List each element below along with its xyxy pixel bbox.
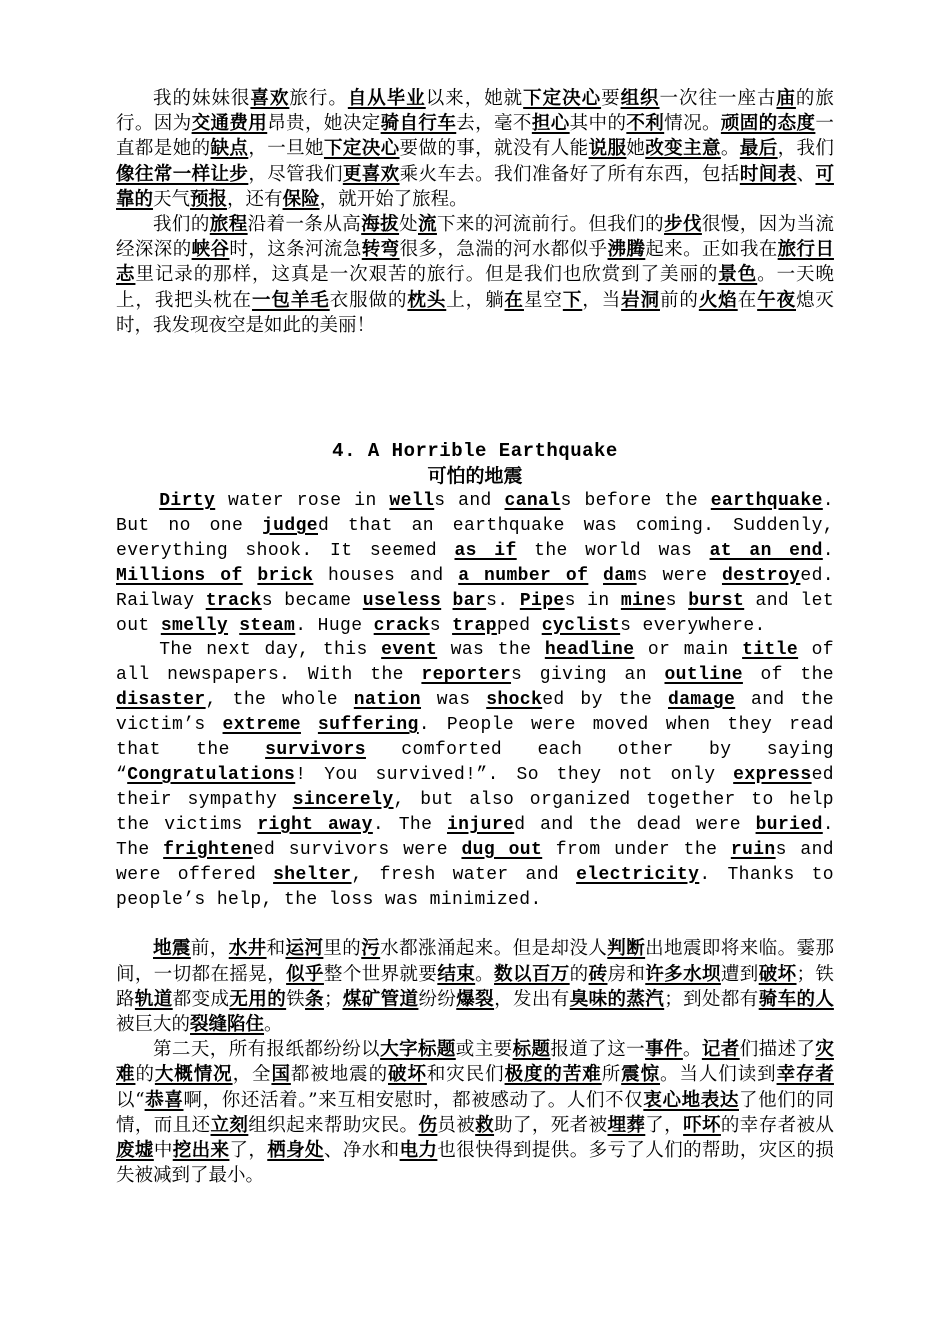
vocab-word: crack [373,615,430,636]
vocab-word: reporter [421,665,512,686]
text-run: 铁 [286,988,306,1010]
text-run: 里的 [323,938,362,960]
vocab-word: trap [452,615,497,636]
text-run: ，一旦她 [248,138,324,160]
text-run: . Huge [295,615,374,636]
vocab-word: 预报 [190,188,228,210]
text-run: was the [437,640,545,661]
vocab-word: sincerely [292,789,394,810]
text-run: 。 [264,1014,283,1036]
vocab-word: track [205,590,262,611]
text-run: 天气 [153,188,191,210]
text-run: 房和 [607,963,646,985]
vocab-word: smelly [160,615,229,636]
vocab-word: cyclist [541,615,621,636]
text-run: s and [434,491,505,512]
text-run: . The [116,814,834,860]
vocab-word: express [733,765,812,785]
passage4-en-paragraph-1 [116,489,834,638]
text-run: 她 [626,138,646,160]
vocab-word: 国 [271,1064,291,1086]
text-run: 处 [399,214,418,236]
vocab-word: bar [452,590,487,611]
passage4-title-chinese: 可怕的地震 [427,465,523,488]
passage4-title-english: 4. A Horrible Earthquake [332,440,618,463]
text-run: 和 [266,938,286,960]
vocab-word: 臭味的蒸汽 [569,988,665,1010]
text-run: 。 [720,138,740,160]
text-run: 们描述了 [739,1039,816,1061]
vocab-word: at an end [709,540,823,561]
text-run: 出地震即将来临。霎那间，一切都在摇晃， [116,938,834,985]
vocab-word: 喜欢 [250,88,290,109]
text-run: 中 [153,1140,173,1162]
vocab-word: 更喜欢 [342,163,400,185]
text-run: 我们的 [153,214,210,236]
vocab-word: 交通费用 [191,113,268,135]
document-page [116,86,834,1188]
text-run: 、净水和 [323,1140,400,1162]
text-run: 。当人们读到 [660,1064,777,1086]
vocab-word: 栖身处 [267,1140,324,1162]
vocab-word: steam [239,615,296,636]
vocab-word: 不利 [626,113,665,135]
text-run: 我的妹妹很 [153,88,251,109]
vocab-word: 最后 [739,138,778,160]
vocab-word: 下定决心 [523,88,602,109]
vocab-word: dug out [461,839,543,860]
vocab-word: 衷心地表达 [643,1089,739,1111]
vocab-word: 震惊 [621,1064,661,1086]
vocab-word: 煤矿管道 [342,988,419,1010]
text-run: 昂贵，她决定 [267,113,381,135]
text-run: ，尽管我们 [248,163,343,185]
vocab-word: 像往常一样让步 [116,163,249,185]
text-run: ped [496,615,542,636]
vocab-word: 许多水坝 [645,963,721,985]
section-gap [116,338,834,438]
vocab-word: 记者 [701,1039,740,1061]
text-run: 衣服做的 [329,289,408,311]
vocab-word: damage [668,690,736,711]
text-run: 。一天晚上，我把头枕在 [116,264,834,311]
vocab-word: 爆裂 [456,988,495,1010]
vocab-word: 下 [562,289,583,311]
vocab-word: 可靠的 [116,163,834,210]
vocab-word: as if [454,540,517,561]
vocab-word: 时间表 [739,163,797,185]
vocab-word: 无用的 [229,988,287,1010]
text-run: or main [634,640,743,661]
text-run: 其中的 [569,113,627,135]
text-run: 、 [796,163,816,185]
text-run: ，还有 [227,188,283,210]
text-run: 乘火车去。我们准备好了所有东西，包括 [399,163,740,185]
vocab-word: burst [688,590,745,611]
text-run: 下来的河流前行。但我们的 [436,214,665,236]
text-run: 里记录的那样，这真是一次艰苦的旅行。但是我们也欣赏到了美丽的 [135,264,719,286]
text-run [588,566,603,586]
vocab-word: 午夜 [757,289,796,311]
vocab-word: 保险 [282,188,320,210]
text-run: 纷纷 [418,988,457,1010]
text-run: 报道了这一 [550,1039,646,1061]
text-run: 去，毫不 [456,113,532,135]
text-run: . Thanks to people’s help, the loss was minimized. [116,864,834,910]
text-run: comforted each other by saying “ [116,740,834,785]
text-run: 旅行。 [289,88,348,109]
vocab-word: extreme [222,715,301,736]
vocab-word: 庙 [776,88,796,109]
text-run: 。 [475,963,495,985]
text-run: d that an earthquake was coming. Suddenly, everything shook. It seemed [116,515,834,561]
text-run [441,591,452,611]
text-run: 被巨大的 [116,1014,191,1036]
text-run: 第二天，所有报纸都纷纷以 [153,1039,381,1061]
vocab-word: 顽固的态度 [720,113,816,135]
text-run: 水都涨涌起来。但是却没人 [380,938,608,960]
text-run: the world was [516,540,710,561]
text-run: The next day, this [159,640,382,661]
vocab-word: 救 [475,1114,495,1136]
passage4-en-paragraph-2 [116,638,834,912]
vocab-word: 水井 [228,938,267,960]
text-run: ed their sympathy [116,765,834,810]
vocab-word: electricity [576,864,700,885]
text-run: 了他们的同情，而且还 [116,1089,834,1136]
vocab-word: 景色 [718,264,758,286]
vocab-word: Millions of [116,565,243,586]
text-run: 沿着一条从高 [247,214,362,236]
vocab-word: 数以百万 [494,963,570,985]
vocab-word: 缺点 [210,138,249,160]
text-run: 员被 [437,1114,476,1136]
vocab-word: 流 [418,214,437,236]
vocab-word: 旅行日志 [116,239,834,286]
text-run: . People were moved when they read that the [116,715,834,761]
vocab-word: 步伐 [664,214,702,236]
vocab-word: 标题 [512,1039,551,1061]
vocab-word: Dirty [159,491,216,512]
vocab-word: injure [446,814,515,835]
vocab-word: 破坏 [388,1064,427,1086]
passage3-zh-paragraph-2 [116,212,834,338]
vocab-word: 火焰 [698,289,738,311]
text-run: , but also organized together to help the victims [116,789,834,835]
text-run: 遭到 [720,963,759,985]
vocab-word: 事件 [645,1039,683,1061]
vocab-word: 结束 [437,963,476,985]
text-run: ，我们 [777,138,834,160]
text-run: from under the [542,839,731,860]
vocab-word: a number of [458,565,589,586]
text-run: 都变成 [172,988,230,1010]
vocab-word: title [742,640,799,661]
text-run: ；到处都有 [664,988,759,1010]
text-run: water rose in [215,491,390,512]
text-run: 的 [569,963,589,985]
vocab-word: frighten [163,839,253,860]
vocab-word: 枕头 [407,289,447,311]
text-run: houses and [313,565,459,586]
text-run: . [822,540,834,561]
vocab-word: 条 [305,988,324,1010]
vocab-word: Pipe [519,590,565,611]
vocab-word: buried [755,814,823,835]
vocab-word: right away [257,814,373,835]
vocab-word: outline [664,665,743,686]
vocab-word: 运河 [285,938,324,960]
vocab-word: earthquake [710,491,823,512]
text-run: 一直都是她的 [116,113,834,160]
text-run: and the victim’s [116,690,834,736]
text-run: 前的 [659,289,699,311]
vocab-word: 说服 [588,138,627,160]
text-run: 很多，急湍的河水都似乎 [399,239,608,261]
text-run: s in [564,590,621,611]
passage4-zh-paragraph-2 [116,1037,834,1188]
vocab-word: 担心 [531,113,570,135]
paragraph-gap [116,912,834,936]
vocab-word: 污 [361,938,381,960]
vocab-word: 废墟 [116,1140,154,1162]
text-run: s. [486,590,520,611]
vocab-word: 地震 [153,938,191,960]
text-run: 所 [601,1064,622,1086]
text-run: s [665,590,689,611]
passage4-zh-paragraph-1 [116,936,834,1037]
vocab-word: 埋葬 [607,1114,646,1136]
vocab-word: Congratulations [127,765,296,785]
vocab-word: suffering [317,715,419,736]
vocab-word: 下定决心 [323,138,400,160]
vocab-word: 改变主意 [645,138,721,160]
vocab-word: 电力 [399,1140,438,1162]
text-run: 起来。正如我在 [645,239,778,261]
text-run: 了， [645,1114,684,1136]
text-run: d and the dead were [514,814,756,835]
vocab-word: 吓坏 [683,1114,721,1136]
text-run: 在 [737,289,758,311]
text-run: ed by the [542,690,668,711]
vocab-word: shock [486,690,543,711]
text-run: ，当 [582,289,622,311]
text-run: . The [372,814,447,835]
vocab-word: 立刻 [210,1114,249,1136]
vocab-word: canal [504,491,561,512]
text-run: and let out [116,590,835,636]
vocab-word: 挖出来 [172,1140,230,1162]
text-run: 。 [682,1039,702,1061]
vocab-word: dam [603,565,637,586]
text-run: 的幸存者被从 [720,1114,834,1136]
text-run: 啊，你还活着。”来互相安慰时，都被感动了。人们不仅 [183,1089,644,1111]
text-run: s before the [560,491,711,512]
vocab-word: 破坏 [758,963,797,985]
vocab-word: 轨道 [134,988,173,1010]
text-run: was [421,690,487,711]
vocab-word: 自从毕业 [347,88,426,109]
vocab-word: 似乎 [286,963,324,985]
vocab-word: 裂缝陷住 [190,1014,265,1036]
vocab-word: nation [353,690,422,711]
text-run: 一次往一座古 [659,88,777,109]
vocab-word: event [381,640,438,661]
text-run: 的旅行。因为 [116,88,834,135]
vocab-word: headline [544,640,635,661]
vocab-word: 骑车的人 [758,988,834,1010]
vocab-word: 海拔 [361,214,400,236]
text-run: ed. Railway [116,565,834,611]
text-run: , fresh water and [351,864,577,885]
text-run: ；铁路 [116,963,834,1010]
vocab-word: 转弯 [361,239,400,261]
text-run: of the [742,665,834,686]
vocab-word: destroy [721,565,801,586]
vocab-word: 判断 [607,938,646,960]
text-run: ； [323,988,343,1010]
vocab-word: 骑自行车 [380,113,457,135]
text-run: ed survivors were [252,839,462,860]
text-run: ，发出有 [494,988,570,1010]
vocab-word: 在 [504,289,524,311]
text-run: 以来，她就 [425,88,524,109]
vocab-word: 一包羊毛 [251,289,330,311]
text-run: 组织起来帮助灾民。 [248,1114,419,1136]
text-run: 很慢，因为当流经深深的 [116,214,834,261]
text-run: 助了，死者被 [494,1114,608,1136]
vocab-word: mine [620,590,666,611]
vocab-word: 旅程 [209,214,248,236]
vocab-word: 大字标题 [380,1039,456,1061]
text-run: ! You survived!”. So they not only [295,765,734,785]
vocab-word: 沸腾 [607,239,646,261]
text-run: 和灾民们 [426,1064,505,1086]
text-run: s became [261,590,363,611]
vocab-word: 伤 [418,1114,438,1136]
vocab-word: disaster [116,690,206,711]
text-run: . But no one [116,491,834,536]
vocab-word: 大概情况 [154,1064,233,1086]
text-run: 星空 [523,289,563,311]
text-run: 要 [601,88,621,109]
text-run: 了， [229,1140,268,1162]
vocab-word: well [389,491,435,512]
vocab-word: shelter [273,864,352,885]
text-run: 也很快得到提供。多亏了人们的帮助，灾区的损失被减到了最小。 [116,1140,834,1187]
text-run: 的 [135,1064,155,1086]
text-run: 或主要 [455,1039,513,1061]
vocab-word: 灾难 [116,1039,834,1086]
vocab-word: brick [257,565,314,586]
text-run: 熄灭时，我发现夜空是如此的美丽！ [116,289,834,336]
text-run: s and were offered [116,839,834,885]
text-run: 都被地震的 [290,1064,389,1086]
text-run [301,715,318,735]
vocab-word: 岩洞 [621,289,660,311]
text-run: s everywhere. [620,615,766,636]
vocab-word: 极度的苦难 [504,1064,602,1086]
vocab-word: 组织 [620,88,660,109]
vocab-word: 恭喜 [144,1089,184,1111]
text-run: , the whole [205,690,354,711]
text-run: ，就开始了旅程。 [319,188,468,210]
text-run [243,566,258,586]
text-run: 前， [190,938,229,960]
text-run: s giving an [511,665,665,686]
text-run [228,616,239,636]
passage3-zh-paragraph-1 [116,86,834,212]
text-run: s were [636,565,722,586]
text-run: s [429,615,453,636]
vocab-word: 幸存者 [776,1064,834,1086]
text-run: 情况。 [664,113,721,135]
text-run: 以“ [116,1089,145,1111]
vocab-word: survivors [265,740,366,761]
text-run: 整个世界就要 [323,963,438,985]
text-run: of all newspapers. With the [116,640,834,686]
text-run: 上，躺 [446,289,505,311]
vocab-word: judge [261,515,318,536]
vocab-word: 砖 [588,963,608,985]
vocab-word: 峡谷 [191,239,230,261]
text-run: 要做的事，就没有人能 [399,138,589,160]
vocab-word: ruin [730,839,776,860]
text-run: 时，这条河流急 [229,239,362,261]
vocab-word: useless [362,590,442,611]
text-run: ，全 [232,1064,272,1086]
